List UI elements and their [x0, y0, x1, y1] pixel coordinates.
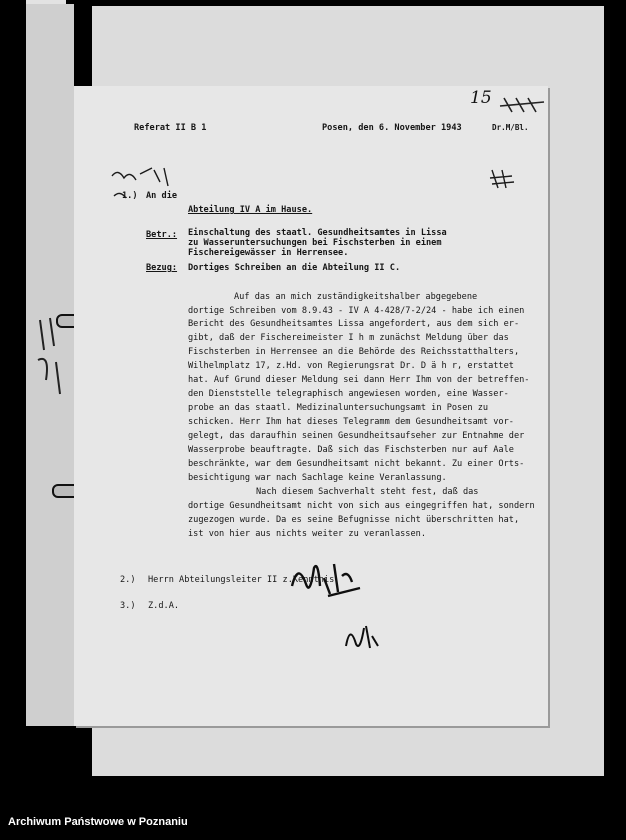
body-line: ist von hier aus nichts weiter zu veranlassen. — [188, 529, 426, 539]
body-line: besichtigung war nach Sachlage keine Veranlassung. — [188, 473, 447, 483]
footer-band — [0, 776, 626, 840]
archive-caption: Archiwum Państwowe w Poznaniu — [8, 816, 188, 828]
body-line: dortige Gesundheitsamt nicht von sich aus eingegriffen hat, sondern — [188, 501, 535, 511]
body-line: gelegt, das daraufhin seinen Gesundheitsaufseher zur Entnahme der — [188, 431, 525, 441]
struck-number-mark — [498, 96, 548, 114]
referat-label: Referat II B 1 — [134, 123, 207, 133]
body-line: gibt, daß der Fischereimeister I h m zunächst Meldung über das — [188, 333, 509, 343]
body-line: probe an das staatl. Medizinaluntersuchungsamt in Posen zu — [188, 403, 489, 413]
addressee-number: 1.) — [122, 191, 138, 201]
subject-line: zu Wasseruntersuchungen bei Fischsterben in einem — [188, 237, 442, 248]
closing-item-text: Herrn Abteilungsleiter II z.Kenntnis. — [148, 575, 340, 585]
body-line: zugezogen wurde. Da es seine Befugnisse nicht überschritten hat, — [188, 515, 520, 525]
addressee-department: Abteilung IV A im Hause. — [188, 205, 313, 215]
reference-label: Bezug: — [146, 263, 178, 273]
handwritten-initials-bottom — [342, 618, 382, 652]
closing-item-number: 3.) — [120, 601, 136, 611]
subject-line: Einschaltung des staatl. Gesundheitsamtes in Lissa — [188, 228, 447, 238]
subject-label: Betr.: — [146, 230, 178, 240]
body-line: Bericht des Gesundheitsamtes Lissa angefordert, aus dem sich er- — [188, 319, 520, 329]
closing-item-number: 2.) — [120, 575, 136, 585]
body-line: Wilhelmplatz 17, z.Hd. von Regierungsrat Dr. D ä h r, erstattet — [188, 361, 514, 371]
body-line: den Dienststelle telegraphisch angewiesen worden, eine Wasser- — [188, 389, 509, 399]
page-number: 15 — [470, 88, 492, 108]
subject-line: Fischereigewässer in Herrensee. — [188, 247, 349, 258]
body-line: Nach diesem Sachverhalt steht fest, daß das — [256, 487, 479, 497]
place-date: Posen, den 6. November 1943 — [322, 123, 462, 133]
reference-code: Dr.M/Bl. — [492, 123, 529, 132]
margin-handwriting — [30, 310, 80, 400]
handwritten-mark-right — [488, 166, 516, 192]
body-line: dortige Schreiben vom 8.9.43 - IV A 4-428/7-2/24 - habe ich einen — [188, 306, 525, 316]
letter-page — [74, 86, 548, 726]
body-line: schicken. Herr Ihm hat dieses Telegramm dem Gesundheitsamt vor- — [188, 417, 514, 427]
body-line: Fischsterben in Herrensee an die Behörde des Reichsstatthalters, — [188, 347, 520, 357]
body-line: Auf das an mich zuständigkeitshalber abgegebene — [234, 292, 478, 302]
body-line: beschränkte, war dem Gesundheitsamt nicht bekannt. Zu einer Orts- — [188, 459, 525, 469]
closing-item-text: Z.d.A. — [148, 601, 180, 611]
body-line: Wasserprobe beauftragte. Daß sich das Fischsterben nur auf Aale — [188, 445, 514, 455]
handwritten-signature — [284, 556, 364, 602]
body-line: hat. Auf Grund dieser Meldung sei dann Herr Ihm von der betreffen- — [188, 375, 530, 385]
subject-text — [188, 229, 447, 258]
reference-text: Dortiges Schreiben an die Abteilung II C. — [188, 263, 401, 273]
addressee-prefix: An die — [146, 191, 178, 201]
